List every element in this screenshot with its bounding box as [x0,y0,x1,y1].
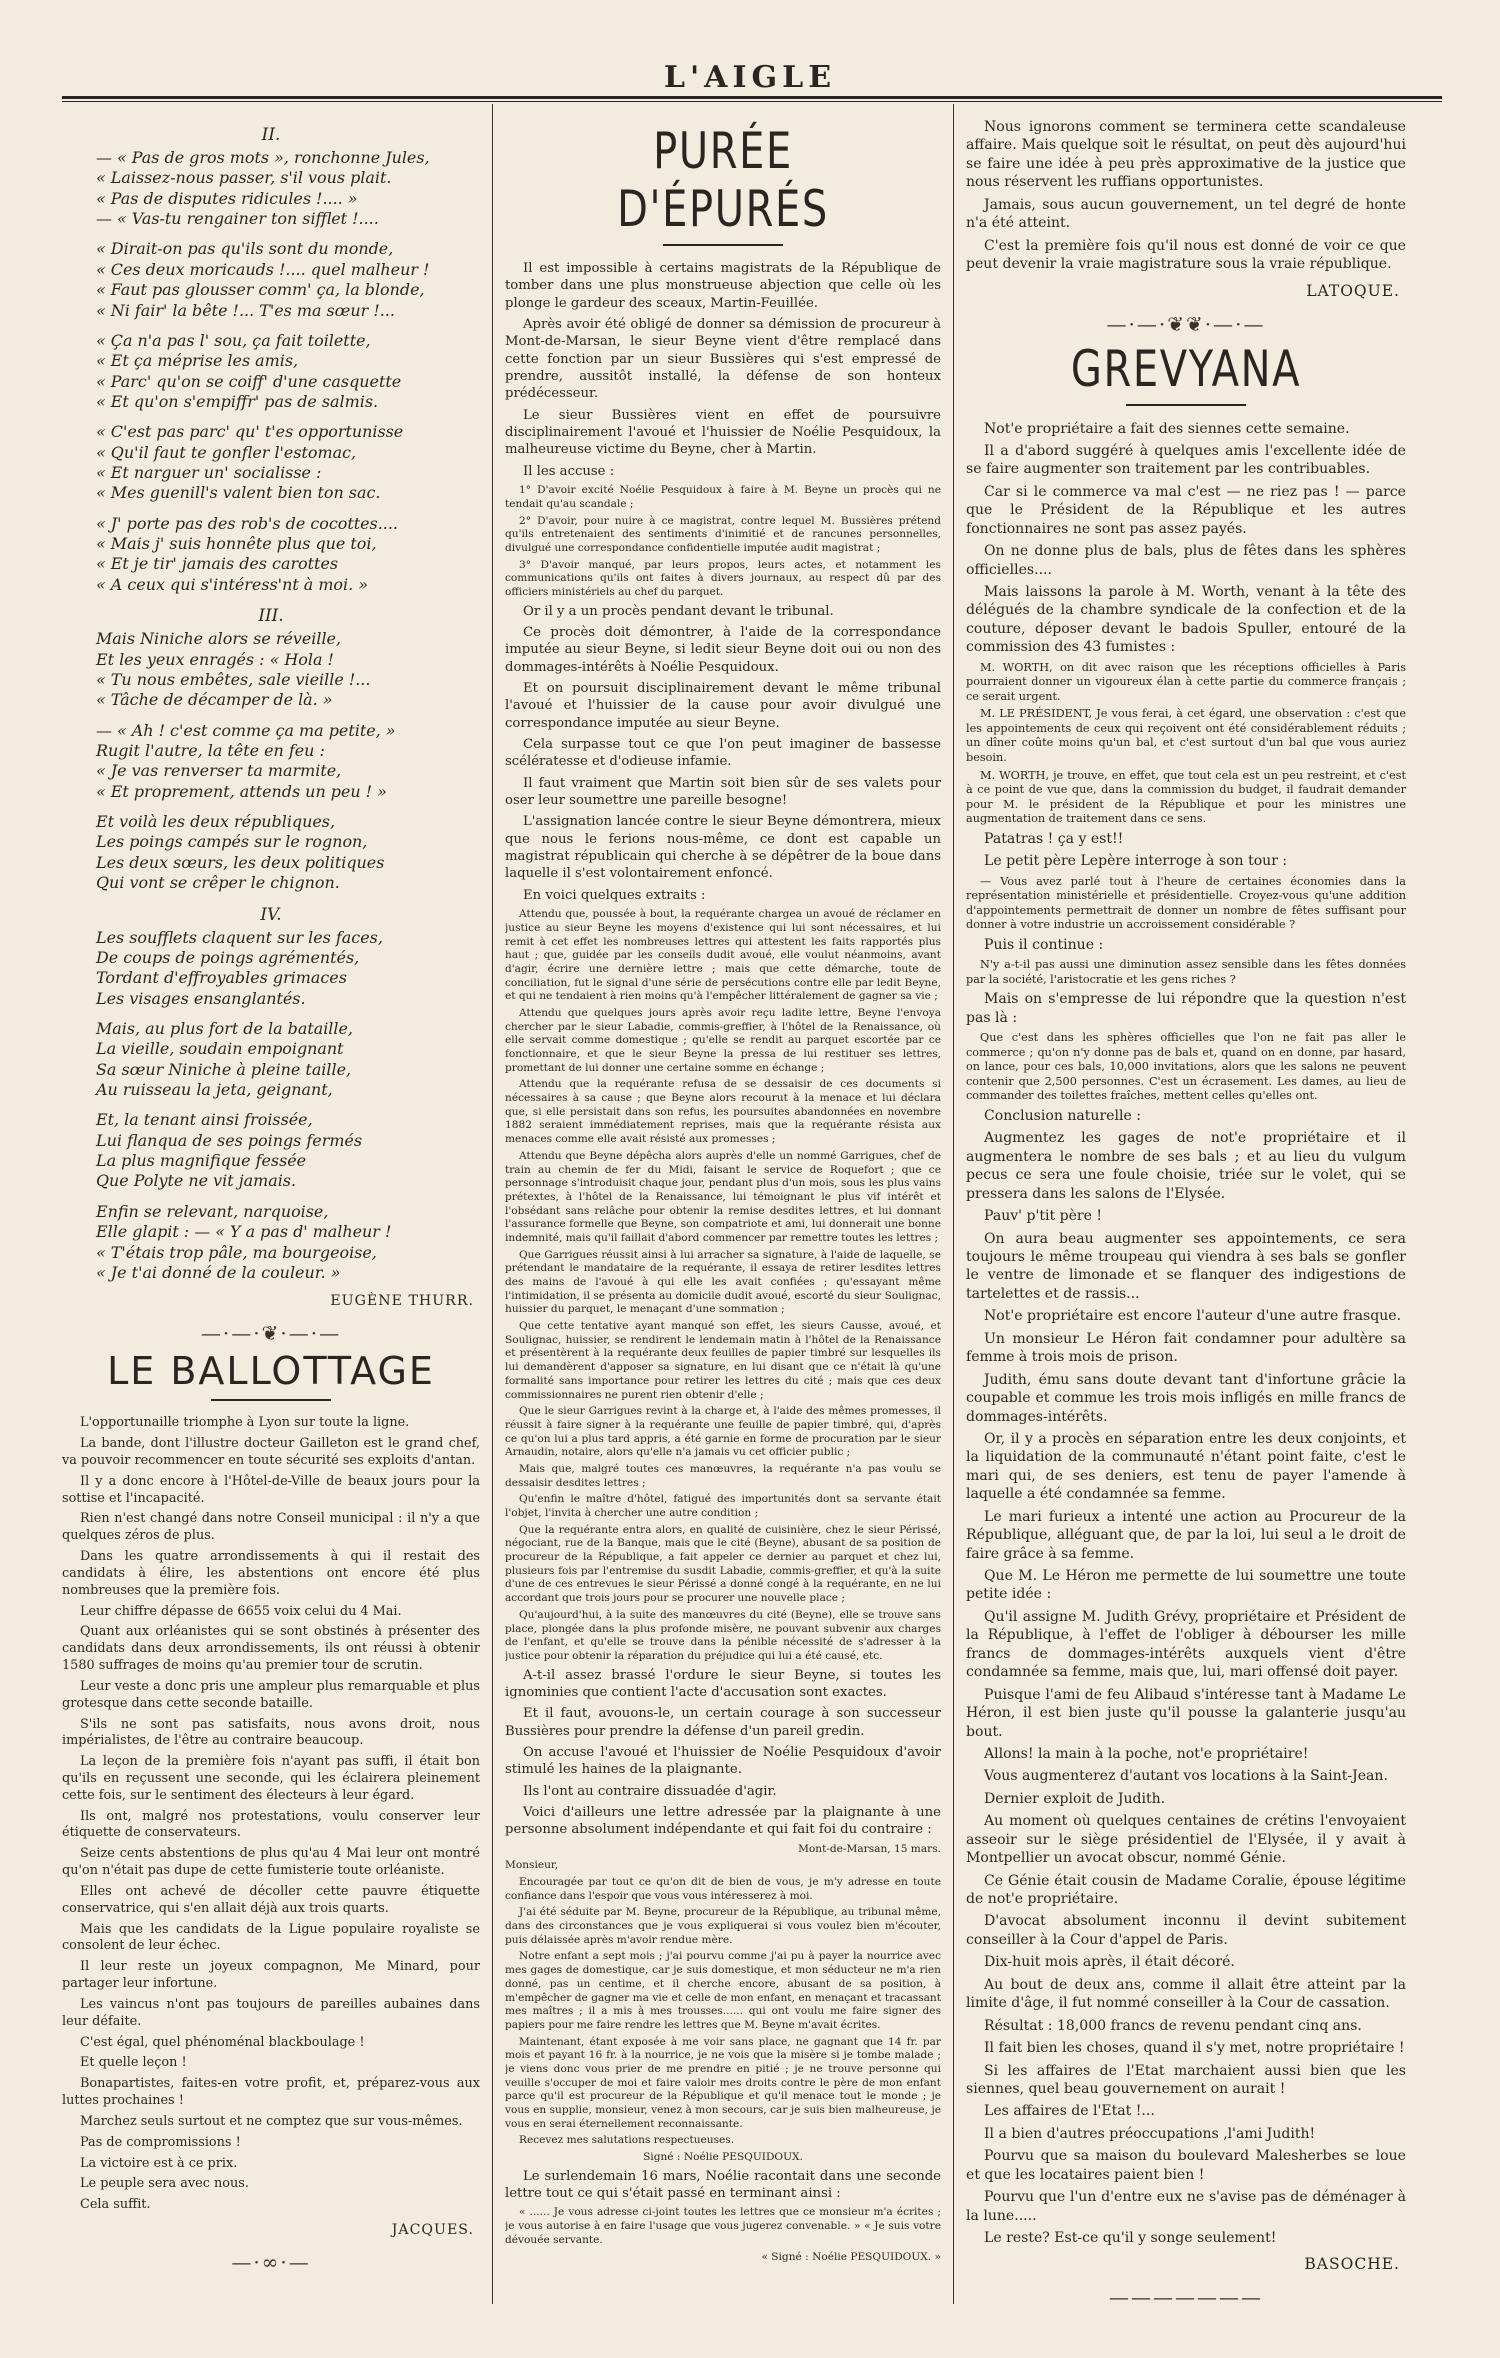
poem-line: Rugit l'autre, la tête en feu : [96,740,325,760]
poem-stanza [96,1202,480,1283]
poem-line: Mais Niniche alors se réveille, [96,629,342,649]
puree-paragraph: Après avoir été obligé de donner sa démission de procureur à Mont-de-Marsan, le sieur Beyne vient d'être remplacé dans cette fonction par un sieur Bussières qui s'est empressé de prendre, aussitôt installé, la défense de son honteux prédécesseur. [505,317,941,402]
poem-line: Elle glapit : — « Y a pas d' malheur ! [96,1222,392,1242]
poem-line: « Et je tir' jamais des carottes [96,554,339,574]
poem-line: — « Vas-tu rengainer ton sifflet !.... [96,209,379,229]
puree-charge: 3° D'avoir manqué, par leurs propos, leurs actes, et notamment les communications qu'ils ont faites à divers journaux, au respect dû par des officiers ministériels au chef du parquet. [505,558,941,598]
grevyana-paragraph: On aura beau augmenter ses appointements, ce sera toujours le même troupeau qui viendra à ses bals se gonfler le ventre de limonade et se flanquer des indigestions de tartelettes et de rassis... [966,1230,1406,1302]
poem-stanza [96,1019,480,1100]
puree-paragraph: Voici d'ailleurs une lettre adressée par la plaignante à une personne absolument indépendante et qui fait foi du contraire : [505,1804,941,1838]
ballottage-paragraph: Ils ont, malgré nos protestations, voulu conserver leur étiquette de conservateurs. [62,1808,480,1841]
poem-section-numeral: II. [261,124,281,144]
puree-paragraph: Ce procès doit démontrer, à l'aide de la correspondance imputée au sieur Beyne, si ledit sieur Beyne doit oui ou non des dommages-intérêts à Noélie Pesquidoux. [505,624,941,675]
basoche-signature: BASOCHE. [1304,2255,1400,2274]
poem-line: « Qu'il faut te gonfler l'estomac, [96,442,357,462]
poem-line: « Et ça méprise les amis, [96,351,299,371]
ballottage-paragraph: La leçon de la première fois n'ayant pas suffi, il était bon qu'ils en reçussent une seconde, qui les éclairera pleinement cette fois, sur le sentiment des électeurs à leur égard. [62,1754,480,1803]
grevyana-paragraph: Il a bien d'autres préoccupations ,l'ami Judith! [984,2125,1316,2142]
grevyana-paragraph: Résultat : 18,000 francs de revenu pendant cinq ans. [984,2017,1362,2034]
grevyana-paragraph: Il a d'abord suggéré à quelques amis l'excellente idée de se faire augmenter son traitement par les contribuables. [966,442,1406,478]
grevyana-paragraph: Judith, ému sans doute devant tant d'infortune grâcie la coupable et commue les trois mois infligés en mille francs de dommages-intérêts. [966,1371,1406,1425]
grevyana-paragraph: Qu'il assigne M. Judith Grévy, propriétaire et Président de la République, à l'effet de l'obliger à débourser les mille francs de dommages-intérêts auxquels vient d'être condamnée sa femme, mais que, lui, mari offensé doit payer. [966,1608,1406,1681]
poem-line: Que Polyte ne vit jamais. [96,1171,297,1191]
poem-section-numeral: IV. [260,903,282,924]
poem-stanza [96,239,480,320]
puree-paragraph: Or il y a un procès pendant devant le tribunal. [523,603,834,619]
poem-line: Et voilà les deux républiques, [96,812,336,832]
grevyana-dialogue-line: M. WORTH, je trouve, en effet, que tout cela est un peu restreint, et c'est à ce point de vue que, dans la commission du budget, il faudrait demander pour M. le président de la République et pour les ministres une augmentation de traitement dans ce sens. [966,768,1406,826]
puree-charge: 1° D'avoir excité Noélie Pesquidoux à faire à M. Beyne un procès qui ne tendait qu'au scandale ; [505,484,941,510]
puree-paragraph: Et on poursuit disciplinairement devant le même tribunal l'avoué et l'huissier de la cause pour avoir divulgué une correspondance imputée au sieur Beyne. [505,681,941,731]
grevyana-paragraph: Puisque l'ami de feu Alibaud s'intéresse tant à Madame Le Héron, il est bien juste qu'il pousse la galanterie jusqu'au bout. [966,1686,1406,1740]
poem-stanza [96,629,480,710]
masthead-rule [62,96,1442,99]
poem-line: La plus magnifique fessée [96,1151,307,1171]
puree-extracts [505,908,941,1663]
puree-extract: Attendu que Beyne dépêcha alors auprès d'elle un nommé Garrigues, chef de train au chemin de fer du Midi, faisant le service de Roquefort ; que ce personnage s'introduisit chaque jour, pendant plus d'un mois, sous les plus vains prétextes, à l'hôtel de la Renaissance, lui témoignant le plus vif intérêt et l'obsédant sans relâche pour obtenir la remise desdites lettres, et lui donnant l'assurance formelle que Beyne, son compatriote et ami, lui donnerait une bonne indemnité, mais qu'il faillait d'abord commencer par remettre toutes les lettres ; [505,1149,941,1244]
poem-stanza [96,422,480,503]
ballottage-paragraph: Il leur reste un joyeux compagnon, Me Minard, pour partager leur infortune. [62,1959,480,1992]
puree-paragraph: Cela surpasse tout ce que l'on peut imaginer de bassesse scélératesse et d'odieuse infamie. [505,737,941,770]
puree-extract: Que Garrigues réussit ainsi à lui arracher sa signature, à l'aide de laquelle, se prétendant le mandataire de la requérante, il essaya de retirer lesdites lettres des mains de l'avoué à qui elle les avait confiées ; qu'essayant même l'intimidation, il se présenta au domicile dudit avoué, escorté du sieur Soulignac, huissier du parquet, le menaçant d'une sommation ; [505,1248,941,1316]
col3-paragraph: Jamais, sous aucun gouvernement, un tel degré de honte n'a été atteint. [966,196,1406,232]
ballottage-paragraph: Seize cents abstentions de plus qu'au 4 Mai leur ont montré qu'on n'était pas dupe de cette fumisterie toute orléaniste. [62,1846,480,1879]
ballottage-paragraph: Quant aux orléanistes qui se sont obstinés à présenter des candidats dans deux arrondissements, ils ont réussi à obtenir 1580 suffrages de moins qu'au premier tour de scrutin. [62,1624,480,1674]
letter-place-date: Mont-de-Marsan, 15 mars. [798,1842,941,1855]
poem-line: « Je vas renverser ta marmite, [96,761,342,781]
grevyana-p3: Puis il continue : [984,936,1104,953]
poem-line: Mais, au plus fort de la bataille, [96,1018,353,1038]
letter-salutation: Monsieur, [505,1859,559,1872]
grevyana-paragraph: Ce Génie était cousin de Madame Coralie, épouse légitime de not'e propriétaire. [966,1872,1406,1908]
puree-title: PURÉE D'ÉPURÉS [617,122,829,238]
poem [62,124,480,1283]
puree-paragraph: On accuse l'avoué et l'huissier de Noélie Pesquidoux d'avoir stimulé les haines de la plaignante. [505,1744,941,1778]
grevyana-p4: Mais on s'empresse de lui répondre que la question n'est pas là : [966,991,1406,1026]
poem-line: Et les yeux enragés : « Hola ! [96,649,334,669]
poem-stanza [96,148,480,229]
grevyana-paragraph: Dernier exploit de Judith. [984,1790,1166,1807]
poem-line: « Pas de disputes ridicules !.... » [96,188,358,208]
ballottage-signature: JACQUES. [391,2222,474,2239]
title-rule [663,244,783,246]
ballottage-paragraph: Il y a donc encore à l'Hôtel-de-Ville de beaux jours pour la sottise et l'incapacité. [62,1473,480,1506]
grevyana-q3: Que c'est dans les sphères officielles que l'on ne fait pas aller le commerce ; qu'on n'y donne pas de bals et, quand on en donne, par hasard, on lance, pour ces bals, 10,000 invitations, alors que les salons ne peuvent contenir que 2,500 personnes. C'est un écrasement. Les dames, au lieu de commander des toilettes fraîches, mettent celles qu'elles ont. [966,1031,1406,1103]
grevyana-paragraph: Car si le commerce va mal c'est — ne riez pas ! — parce que le Président de la République et les autres fonctionnaires ne sont pas assez payés. [966,483,1406,537]
poem-line: « Laissez-nous passer, s'il vous plait. [96,168,392,188]
puree-extract: Que cette tentative ayant manqué son effet, les sieurs Causse, avoué, et Soulignac, huissier, se rendirent le lendemain matin à l'hôtel de la Renaissance et présentèrent à la requérante deux feuilles de papier timbré sur lesquelles ils lui demandèrent d'apposer sa signature, en lui disant que ce n'était là qu'une formalité sans importance pour retirer les lettres du cité ; mais que ces deux commissionnaires ne purent rien obtenir d'elle ; [505,1320,941,1401]
grevyana-paragraph: Il fait bien les choses, quand il s'y met, notre propriétaire ! [984,2040,1405,2057]
grevyana-paragraph: Dix-huit mois après, il était décoré. [984,1954,1235,1971]
puree-closing: Le surlendemain 16 mars, Noélie racontait dans une seconde lettre tout ce qui s'était passé en terminant ainsi : [505,2168,941,2202]
latoque-signature: LATOQUE. [1306,281,1400,300]
poem-line: « Parc' qu'on se coiff' d'une casquette [96,371,402,391]
grevyana-paragraph: Au bout de deux ans, comme il allait être atteint par la limite d'âge, il fut nommé conseiller à la Cour de cassation. [966,1976,1406,2012]
ballottage-paragraph: Le peuple sera avec nous. [80,2176,249,2192]
poem-line: — « Pas de gros mots », ronchonne Jules, [96,148,430,167]
grevyana-paragraph: Not'e propriétaire est encore l'auteur d'une autre frasque. [984,1308,1402,1325]
grevyana-paragraph: D'avocat absolument inconnu il devint subitement conseiller à la Cour d'appel de Paris. [966,1913,1406,1948]
grevyana-paragraph: Patatras ! ça y est!! [984,830,1124,847]
grevyana-paragraph: Pauv' p'tit père ! [984,1208,1103,1225]
poem-stanza [96,331,480,412]
masthead-title: L'AIGLE [663,60,837,95]
poem-line: « Tâche de décamper de là. » [96,690,333,710]
grevyana-p2 [966,830,1406,871]
ballottage-paragraph: L'opportunaille triomphe à Lyon sur toute la ligne. [80,1415,410,1431]
poem-line: Les soufflets claquent sur les faces, [96,927,383,947]
poem-line: « C'est pas parc' qu' t'es opportunisse [96,422,404,442]
poem-line: Les poings campés sur le rognon, [96,832,368,852]
poem-signature: EUGÈNE THURR. [330,1293,474,1310]
poem-line: « Et narguer un' socialisse : [96,463,322,483]
poem-stanza [96,514,480,595]
ornament-divider: —·—·❦❦·—·— [1106,311,1266,336]
poem-line: Sa sœur Niniche à pleine taille, [96,1059,352,1079]
ballottage-title: LE BALLOTTAGE [107,1349,435,1394]
col3-paragraph: Nous ignorons comment se terminera cette scandaleuse affaire. Mais quelque soit le résultat, on peut dès aujourd'hui se faire une idée à peu près approximative de la justice que nous réservent les ruffians opportunistes. [966,119,1406,191]
puree-quote: « ...... Je vous adresse ci-joint toutes les lettres que ce monsieur m'a écrites ; je vous autorise à en faire l'usage que vous jugerez convenable. » « Je suis votre dévouée servante. [505,2206,941,2246]
letter-paragraph: Recevez mes salutations respectueuses. [519,2134,735,2147]
puree-extract: Attendu que, poussée à bout, la requérante chargea un avoué de réclamer en justice au sieur Beyne les moyens d'existence qui lui sont nécessaires, et lui remit à cet effet les nombreuses lettres qui attestent les faits rapportés plus haut ; que, guidée par les conseils dudit avoué, elle voulut néanmoins, avant d'agir, écrire une dernière lettre ; mais que cette démarche, toute de conciliation, fut le signal d'une série de persécutions contre elle par ledit Beyne, et qui ne tendaient à rien moins qu'à l'empêcher littéralement de gagner sa vie ; [505,908,941,1003]
poem-line: « Et qu'on s'empiffr' pas de salmis. [96,391,379,411]
ballottage-paragraph: Marchez seuls surtout et ne comptez que sur vous-mêmes. [80,2113,463,2129]
grevyana-final [966,1129,1406,2247]
ballottage-paragraph: La bande, dont l'illustre docteur Gailleton est le grand chef, va pouvoir recommencer en toute sécurité ses exploits d'antan. [62,1436,480,1468]
poem-line: Les deux sœurs, les deux politiques [96,852,385,872]
puree-extract: Attendu que quelques jours après avoir reçu ladite lettre, Beyne l'envoya chercher par le sieur Labadie, commis-greffier, à l'hôtel de la Renaissance, où elle servait comme domestique ; qu'elle se rendit au parquet escortée par ce fonctionnaire, et que le sieur Beyne la pressa de lui restituer ses lettres, promettant de lui donner une certaine somme en échange ; [505,1006,941,1074]
puree-extract: Qu'enfin le maître d'hôtel, fatigué des importunités dont sa servante était l'objet, l'invita à chercher une autre condition ; [505,1493,941,1519]
grevyana-paragraph: Le petit père Lepère interroge à son tour : [984,853,1288,870]
puree-charges [505,484,941,600]
poem-line: « A ceux qui s'intéress'nt à moi. » [96,574,368,594]
puree-extract: Mais que, malgré toutes ces manœuvres, la requérante n'a pas voulu se dessaisir desdites lettres ; [505,1462,941,1489]
grevyana-paragraph: Pourvu que sa maison du boulevard Malesherbes se loue et que les locataires paient bien ! [966,2148,1406,2183]
grevyana-paragraph: Augmentez les gages de not'e propriétaire et il augmentera le nombre de ses bals ; et au lieu du vulgum pecus ce sera une foule choisie, triée sur le volet, qui se pressera dans les salons de l'Elysée. [966,1130,1406,1202]
poem-stanza [96,812,480,893]
puree-extract: Qu'aujourd'hui, à la suite des manœuvres du cité (Beyne), elle se trouve sans place, plongée dans la plus profonde misère, ne pouvant subvenir aux charges de l'enfant, et qu'elle se trouve dans la pénible nécessité de s'adresser à la justice pour obtenir la réparation du préjudice qui lui a été causé, etc. [505,1608,941,1662]
grevyana-paragraph: On ne donne plus de bals, plus de fêtes dans les sphères officielles.... [966,543,1406,578]
ballottage-paragraph: Mais que les candidats de la Ligue populaire royaliste se consolent de leur échec. [62,1921,480,1954]
puree-intro [505,260,941,480]
title-rule [211,1399,331,1401]
ballottage-paragraph: Leur chiffre dépasse de 6655 voix celui du 4 Mai. [80,1603,402,1619]
poem-line: Les visages ensanglantés. [96,988,306,1008]
ballottage-paragraph: Pas de compromissions ! [80,2134,241,2150]
quote-signature: « Signé : Noélie PESQUIDOUX. » [761,2250,941,2263]
ballottage-paragraph: Leur veste a donc pris une ampleur plus remarquable et plus grotesque dans cette seconde bataille. [62,1678,480,1711]
poem-line: « Et proprement, attends un peu ! » [96,781,387,801]
letter-paragraph: Encouragée par tout ce qu'on dit de bien de vous, je m'y adresse en toute confiance dans l'espoir que vous vous intéresserez à moi. [505,1876,941,1902]
ballottage-paragraph: S'ils ne sont pas satisfaits, nous avons droit, nous impérialistes, de l'être au contraire beaucoup. [62,1716,480,1749]
ballottage-paragraph: Les vaincus n'ont pas toujours de pareilles aubaines dans leur défaite. [62,1996,480,2029]
column-divider [492,104,493,2304]
ornament-divider: —·—·❦·—·— [200,1321,342,1346]
puree-paragraph: Ils l'ont au contraire dissuadée d'agir. [523,1783,777,1799]
poem-line: Et, la tenant ainsi froissée, [96,1110,313,1130]
poem-line: « Dirait-on pas qu'ils sont du monde, [96,239,394,259]
poem-line: « Ces deux moricauds !.... quel malheur ! [96,259,430,279]
col3-top [966,118,1406,274]
puree-paragraph: A-t-il assez brassé l'ordure le sieur Beyne, si toutes les ignominies que contient l'acte d'accusation sont exactes. [505,1667,941,1700]
ballottage-paragraph: Bonapartistes, faites-en votre profit, et, préparez-vous aux luttes prochaines ! [62,2076,480,2109]
poem-line: Tordant d'effroyables grimaces [96,968,347,988]
puree-after [505,1667,941,1839]
grevyana-paragraph: Les affaires de l'Etat !... [984,2103,1155,2120]
letter-paragraph: J'ai été séduite par M. Beyne, procureur de la République, au tribunal même, dans des circonstances que je vous expliquerai si vous voulez bien m'écouter, puis délaissée après m'avoir rendue mère. [505,1906,941,1946]
puree-paragraph: L'assignation lancée contre le sieur Beyne démontrera, mieux que nous le ferions nous-même, ce dont est capable un magistrat républicain qui cherche à se dépêtrer de la boue dans laquelle il s'est volontairement enfoncé. [505,814,941,882]
grevyana-paragraph: Or, il y a procès en séparation entre les deux conjoints, et la liquidation de la communauté n'étant point faite, c'est le mari qui, de ses deniers, est tenu de payer l'amende à laquelle a été condamnée sa femme. [966,1430,1406,1503]
puree-paragraph: En voici quelques extraits : [523,887,706,903]
poem-line: « T'étais trop pâle, ma bourgeoise, [96,1242,377,1262]
ballottage-paragraph: C'est égal, quel phénoménal blackboulage ! [80,2034,365,2050]
puree-extract: Attendu que la requérante refusa de se dessaisir de ces documents si nécessaires à sa cause ; que Beyne alors recourut à la menace et lui déclara que, si elle persistait dans son refus, les poursuites abandonnées en novembre 1882 seraient immédiatement reprises, mais que la requérante résista aux menaces comme elle avait résisté aux promesses ; [505,1078,941,1146]
poem-line: « Ça n'a pas l' sou, ça fait toilette, [96,330,371,350]
col3-paragraph: C'est la première fois qu'il nous est donné de voir ce que peut devenir la vraie magistrature sous la vraie république. [966,237,1406,273]
puree-extract: Que le sieur Garrigues revint à la charge et, à l'aide des mêmes promesses, il réussit à faire signer à la requérante une feuille de papier timbré, qui, d'après ce qu'on lui a plus tard appris, a été garnie en forme de procuration par le sieur Arnaudin, notaire, alors qu'elle n'a jamais vu cet officier public ; [505,1405,941,1459]
grevyana-paragraph: Mais laissons la parole à M. Worth, venant à la tête des délégués de la chambre syndicale de la confection et de la couture, déposer devant le badois Spuller, entouré de la commission des 43 fumistes : [966,584,1406,656]
grevyana-paragraph: Au moment où quelques centaines de crétins l'envoyaient asseoir sur le siège présidentiel de l'Elysée, il y avait à Montpellier un avocat obscur, nommé Génie. [966,1813,1406,1867]
poem-line: — « Ah ! c'est comme ça ma petite, » [96,720,396,740]
ballottage-paragraph: Et quelle leçon ! [80,2055,187,2071]
grevyana-dialogue-line: M. LE PRÉSIDENT, Je vous ferai, à cet égard, une observation : c'est que les appointements de ceux qui reçoivent ont été considérablement réduits ; un dîner coûte moins qu'un bal, et c'est surtout d'un bal que vous auriez besoin. [966,707,1406,765]
column-middle [505,118,941,2267]
puree-paragraph: Et il faut, avouons-le, un certain courage à son successeur Bussières pour prendre la défense d'un pareil gredin. [505,1706,941,1739]
ornament-divider: ——————— [1109,2285,1263,2310]
grevyana-paragraph: Un monsieur Le Héron fait condamner pour adultère sa femme à trois mois de prison. [966,1330,1406,1366]
ballottage-paragraph: Rien n'est changé dans notre Conseil municipal : il n'y a que quelques zéros de plus. [62,1511,480,1544]
grevyana-paragraph: Que M. Le Héron me permette de lui soumettre une toute petite idée : [966,1568,1406,1603]
poem-line: Lui flanqua de ses poings fermés [96,1130,363,1150]
puree-paragraph: Il est impossible à certains magistrats de la République de tomber dans une plus monstrueuse abjection que celle où les plonge le gardeur des sceaux, Martin-Feuillée. [505,261,941,311]
poem-line: « Ni fair' la bête !... T'es ma sœur !... [96,300,395,320]
puree-paragraph: Le sieur Bussières vient en effet de poursuivre disciplinairement l'avoué et l'huissier de Noélie Pesquidoux, la malheureuse victime du Beyne, cher à Martin. [505,407,941,458]
poem-line: « Tu nous embêtes, sale vieille !... [96,669,371,689]
grevyana-title: GREVYANA [1070,339,1302,398]
puree-middle [505,603,941,905]
puree-letter [505,1876,941,2148]
poem-line: La vieille, soudain empoignant [96,1039,344,1059]
puree-paragraph: Il les accuse : [523,463,615,479]
ballottage-body [62,1415,480,2214]
ballottage-paragraph: Dans les quatre arrondissements à qui il restait des candidats à élire, les abstentions ont encore été plus nombreuses que la première fois. [62,1549,480,1598]
poem-stanza [96,928,480,1009]
poem-line: De coups de poings agrémentés, [96,947,360,967]
poem-line: Enfin se relevant, narquoise, [96,1201,329,1221]
ballottage-paragraph: Cela suffit. [80,2197,151,2213]
grevyana-paragraph: Not'e propriétaire a fait des siennes cette semaine. [984,420,1350,437]
poem-line: Au ruisseau la jeta, geignant, [96,1080,333,1100]
grevyana-paragraph: Si les affaires de l'Etat marchaient aussi bien que les siennes, quel beau gouvernement on aurait ! [966,2062,1406,2097]
grevyana-paragraph: Pourvu que l'un d'entre eux ne s'avise pas de déménager à la lune..... [966,2189,1406,2224]
poem-line: Qui vont se crêper le chignon. [96,873,340,893]
masthead-rule-thin [62,101,1442,102]
grevyana-paragraph: Le reste? Est-ce qu'il y songe seulement! [984,2230,1277,2247]
poem-line: « Mes guenill's valent bien ton sac. [96,483,381,503]
puree-extract: Que la requérante entra alors, en qualité de cuisinière, chez le sieur Périssé, négociant, rue de la Banque, mais que le cité (Beyne), abusant de sa position de procureur de la République, a fait appeler ce dernier au parquet et chez lui, plusieurs fois par l'entremise du susdit Labadie, commis-greffier, et qu'à la suite d'une de ces entrevues le sieur Périssé a donné congé à la requérante, en ne lui accordant que trois jours pour se procurer une nouvelle place ; [505,1523,941,1605]
grevyana-p5: Conclusion naturelle : [984,1107,1141,1124]
grevyana-paragraph: Vous augmenterez d'autant vos locations à la Saint-Jean. [984,1768,1388,1785]
poem-line: « Faut pas glousser comm' ça, la blonde, [96,280,425,300]
poem-line: « J' porte pas des rob's de cocottes.... [96,513,398,533]
poem-stanza [96,721,480,802]
column-right [966,118,1406,2313]
ballottage-paragraph: La victoire est à ce prix. [80,2155,238,2171]
poem-line: « Mais j' suis honnête plus que toi, [96,534,377,554]
grevyana-paragraphs [966,420,1406,657]
poem-stanza [96,1110,480,1191]
grevyana-paragraph: Le mari furieux a intenté une action au Procureur de la République, alléguant que, de par la loi, lui seul a le droit de faire grâce à sa femme. [966,1508,1406,1562]
ornament-divider: —·∞·— [231,2250,311,2275]
ballottage-paragraph: Elles ont achevé de décoller cette pauvre étiquette conservatrice, qui s'en allait déjà aux trois quarts. [62,1883,480,1916]
puree-charge: 2° D'avoir, pour nuire à ce magistrat, contre lequel M. Bussières prétend qu'ils entretenaient des sentiments d'inimitié et de rancunes personnelles, divulgué une correspondance confidentielle imputée audit magistrat ; [505,514,941,554]
letter-paragraph: Notre enfant a sept mois ; j'ai pourvu comme j'ai pu à payer la nourrice avec mes gages de domestique, car je suis domestique, et mon séducteur ne m'a rien donné, pas un centime, et il cherche encore, abusant de sa position, à m'empêcher de gagner ma vie et celle de mon enfant, en menaçant et tracassant mes maîtres ; il a mis à mes trousses...... qui ont voulu me faire signer des papiers pour me faire rendre les lettres que M. Beyne m'avait écrites. [505,1950,941,2031]
grevyana-q1: — Vous avez parlé tout à l'heure de certaines économies dans la représentation ministérielle et présidentielle. Croyez-vous qu'une addition d'appointements permettrait de donner un nombre de fêtes suffisant pour donner à votre industrie un accroissement considérable ? [966,874,1406,932]
title-rule [1126,404,1246,406]
column-left [62,118,480,2278]
column-divider [953,104,954,2304]
poem-line: « Je t'ai donné de la couleur. » [96,1262,341,1282]
grevyana-q2: N'y a-t-il pas aussi une diminution assez sensible dans les fêtes données par la société, l'aristocratie et les gens riches ? [966,958,1406,986]
letter-signature: Signé : Noélie PESQUIDOUX. [643,2151,803,2164]
poem-section-numeral: III. [258,605,284,626]
puree-paragraph: Il faut vraiment que Martin soit bien sûr de ses valets pour oser leur soumettre une pareille besogne! [505,775,941,809]
grevyana-dialogue-line: M. WORTH, on dit avec raison que les réceptions officielles à Paris pourraient donner un vigoureux élan à cette partie du commerce français ; ce serait urgent. [966,660,1406,703]
grevyana-paragraph: Allons! la main à la poche, not'e propriétaire! [984,1745,1309,1762]
grevyana-dialogue [966,661,1406,827]
letter-paragraph: Maintenant, étant exposée à me voir sans place, ne gagnant que 14 fr. par mois et payant 16 fr. à la nourrice, je ne vois que la misère si je tombe malade ; je viens donc vous prier de me prendre en pitié ; je ne trouve personne qui veuille s'occuper de moi et faire valoir mes droits contre le père de mon enfant parce qu'il est procureur de la République et qu'il menace tout le monde ; je vous en supplie, monsieur, venez à mon secours, car je suis bien malheureuse, je vous en serai éternellement reconnaissante. [505,2035,941,2130]
